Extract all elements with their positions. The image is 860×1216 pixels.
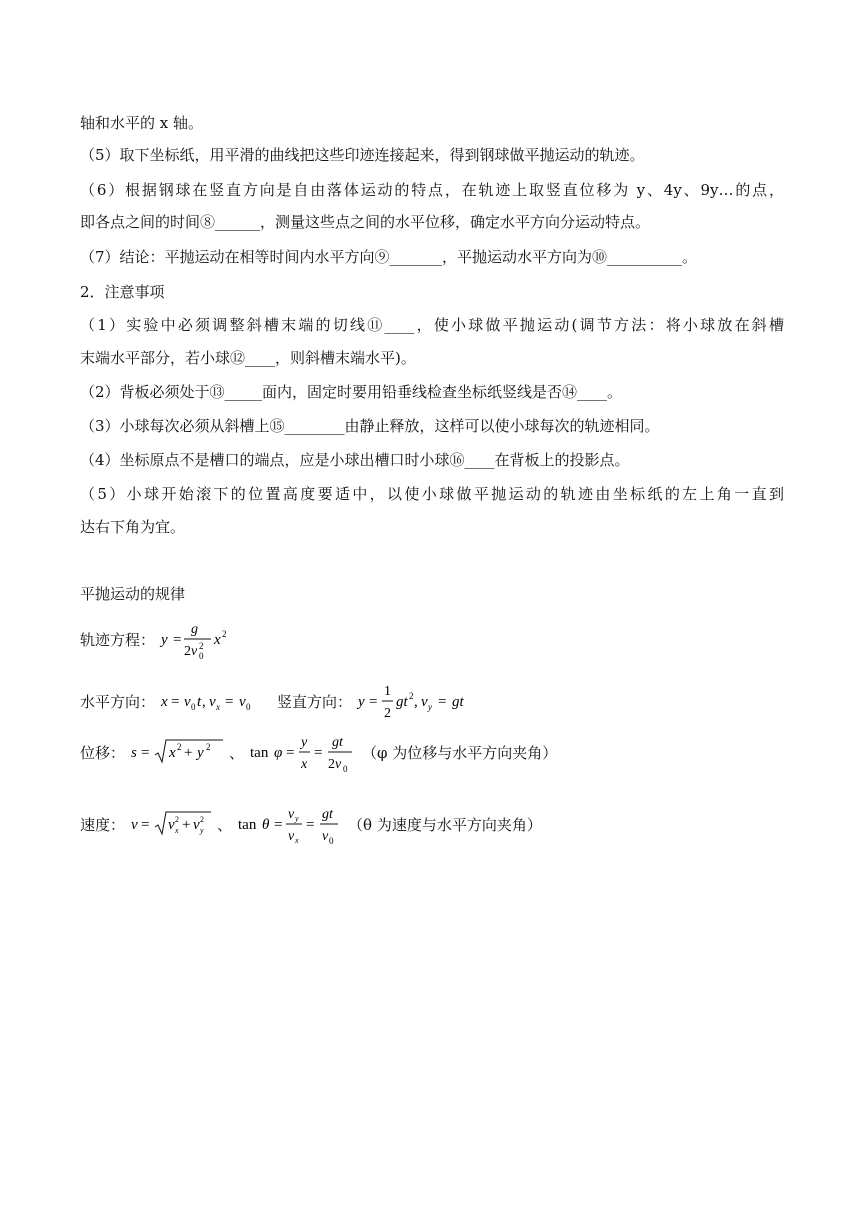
formula-velocity-label: 速度： — [80, 815, 126, 834]
svg-text:gt: gt — [452, 694, 464, 710]
svg-text:x: x — [214, 632, 221, 648]
heading-precautions: 2．注意事项 — [80, 283, 165, 301]
svg-text:=: = — [173, 632, 182, 648]
horizontal-equation — [159, 677, 267, 725]
svg-text:y: y — [200, 826, 204, 835]
svg-text:x: x — [301, 757, 308, 772]
svg-text:=: = — [369, 694, 378, 710]
svg-text:v: v — [168, 817, 175, 833]
vertical-equation — [356, 677, 476, 725]
paragraph-step-6-line-1: （6）根据钢球在竖直方向是自由落体运动的特点，在轨迹上取竖直位移为 y、4y、9y…的点， — [80, 181, 784, 199]
svg-text:0: 0 — [191, 702, 196, 712]
svg-text:0: 0 — [343, 764, 348, 774]
svg-text:v: v — [184, 694, 191, 710]
svg-text:=: = — [225, 694, 234, 710]
paragraph-note-1-line-1: （1）实验中必须调整斜槽末端的切线⑪____，使小球做平抛运动(调节方法：将小球放在斜槽 — [80, 316, 784, 334]
svg-text:=: = — [438, 694, 447, 710]
svg-text:y: y — [428, 702, 433, 712]
svg-text:2: 2 — [199, 641, 204, 651]
svg-text:2v: 2v — [328, 757, 342, 772]
svg-text:x: x — [295, 836, 299, 845]
paragraph-note-1-line-2: 末端水平部分，若小球⑫____，则斜槽末端水平)。 — [80, 349, 416, 367]
formula-horizontal-label: 水平方向： — [80, 692, 156, 711]
svg-text:2: 2 — [175, 815, 180, 824]
svg-text:=: = — [141, 817, 150, 833]
svg-text:x: x — [169, 745, 176, 761]
svg-text:0: 0 — [199, 651, 204, 661]
velocity-angle-equation — [236, 800, 344, 848]
formula-displacement-note: （φ 为位移与水平方向夹角） — [362, 743, 558, 762]
svg-text:g: g — [191, 622, 199, 637]
paragraph-note-5-line-2: 达右下角为宜。 — [80, 518, 186, 536]
velocity-magnitude-equation — [129, 800, 213, 848]
svg-text:=: = — [141, 745, 150, 761]
displacement-magnitude-equation — [129, 728, 225, 776]
svg-text:+: + — [182, 817, 191, 833]
svg-text:gt: gt — [332, 735, 343, 750]
svg-text:y: y — [161, 632, 168, 648]
svg-text:+: + — [184, 745, 193, 761]
formula-displacement-label: 位移： — [80, 743, 126, 762]
svg-text:,: , — [414, 694, 418, 710]
svg-text:x: x — [161, 694, 168, 710]
svg-text:s: s — [131, 745, 137, 761]
svg-text:=: = — [306, 817, 315, 833]
svg-text:v: v — [288, 807, 295, 822]
svg-text:2: 2 — [384, 706, 392, 721]
paragraph-note-4: （4）坐标原点不是槽口的端点，应是小球出槽口时小球⑯____在背板上的投影点。 — [80, 451, 630, 469]
formula-velocity-note: （θ 为速度与水平方向夹角） — [348, 815, 542, 834]
svg-text:=: = — [171, 694, 180, 710]
paragraph-step-5: （5）取下坐标纸，用平滑的曲线把这些印迹连接起来，得到钢球做平抛运动的轨迹。 — [80, 146, 645, 164]
svg-text:v: v — [322, 829, 329, 844]
svg-text:v: v — [209, 694, 216, 710]
svg-text:=: = — [286, 745, 295, 761]
svg-text:gt: gt — [322, 807, 333, 822]
svg-text:2: 2 — [200, 815, 205, 824]
svg-text:gt: gt — [396, 694, 408, 710]
formula-separator: 、 — [217, 815, 233, 834]
paragraph-note-5-line-1: （5）小球开始滚下的位置高度要适中，以使小球做平抛运动的轨迹由坐标纸的左上角一直到 — [80, 485, 784, 503]
svg-text:2: 2 — [222, 629, 227, 639]
displacement-angle-equation — [248, 728, 358, 776]
svg-text:θ: θ — [262, 817, 270, 833]
svg-text:2v: 2v — [184, 644, 198, 659]
svg-text:0: 0 — [246, 702, 251, 712]
trajectory-equation — [159, 615, 239, 663]
svg-text:1: 1 — [384, 684, 392, 699]
svg-text:v: v — [131, 817, 138, 833]
svg-text:2: 2 — [177, 742, 182, 752]
svg-text:0: 0 — [329, 836, 334, 846]
svg-text:t: t — [197, 694, 202, 710]
svg-text:,: , — [202, 694, 206, 710]
svg-text:v: v — [421, 694, 428, 710]
paragraph-axis-end: 轴和水平的 x 轴。 — [80, 114, 203, 132]
svg-text:v: v — [193, 817, 200, 833]
svg-text:y: y — [358, 694, 365, 710]
svg-text:2: 2 — [206, 742, 211, 752]
formula-displacement — [80, 728, 780, 776]
svg-text:tan: tan — [250, 745, 269, 761]
paragraph-note-2: （2）背板必须处于⑬_____面内，固定时要用铅垂线检查坐标纸竖线是否⑭____。 — [80, 383, 623, 401]
section-title-projectile-laws: 平抛运动的规律 — [80, 585, 186, 603]
svg-text:y: y — [301, 735, 308, 750]
svg-text:=: = — [314, 745, 323, 761]
svg-text:φ: φ — [274, 745, 283, 761]
paragraph-step-6-line-2: 即各点之间的时间⑧______，测量这些点之间的水平位移，确定水平方向分运动特点。 — [80, 213, 651, 231]
svg-text:x: x — [216, 702, 221, 712]
svg-text:x: x — [175, 826, 179, 835]
formula-directions — [80, 677, 780, 725]
svg-text:y: y — [197, 745, 204, 761]
formula-vertical-label: 竖直方向： — [277, 692, 353, 711]
svg-text:=: = — [274, 817, 283, 833]
formula-velocity — [80, 800, 780, 848]
paragraph-step-7-conclusion: （7）结论：平抛运动在相等时间内水平方向⑨_______，平抛运动水平方向为⑩__________。 — [80, 248, 698, 266]
svg-text:tan: tan — [238, 817, 257, 833]
paragraph-note-3: （3）小球每次必须从斜槽上⑮________由静止释放，这样可以使小球每次的轨迹相同。 — [80, 417, 660, 435]
svg-text:v: v — [288, 829, 295, 844]
formula-trajectory — [80, 615, 780, 663]
svg-text:v: v — [239, 694, 246, 710]
formula-separator: 、 — [229, 743, 245, 762]
svg-text:y: y — [295, 814, 299, 823]
svg-text:2: 2 — [409, 691, 414, 701]
formula-trajectory-label: 轨迹方程： — [80, 630, 156, 649]
